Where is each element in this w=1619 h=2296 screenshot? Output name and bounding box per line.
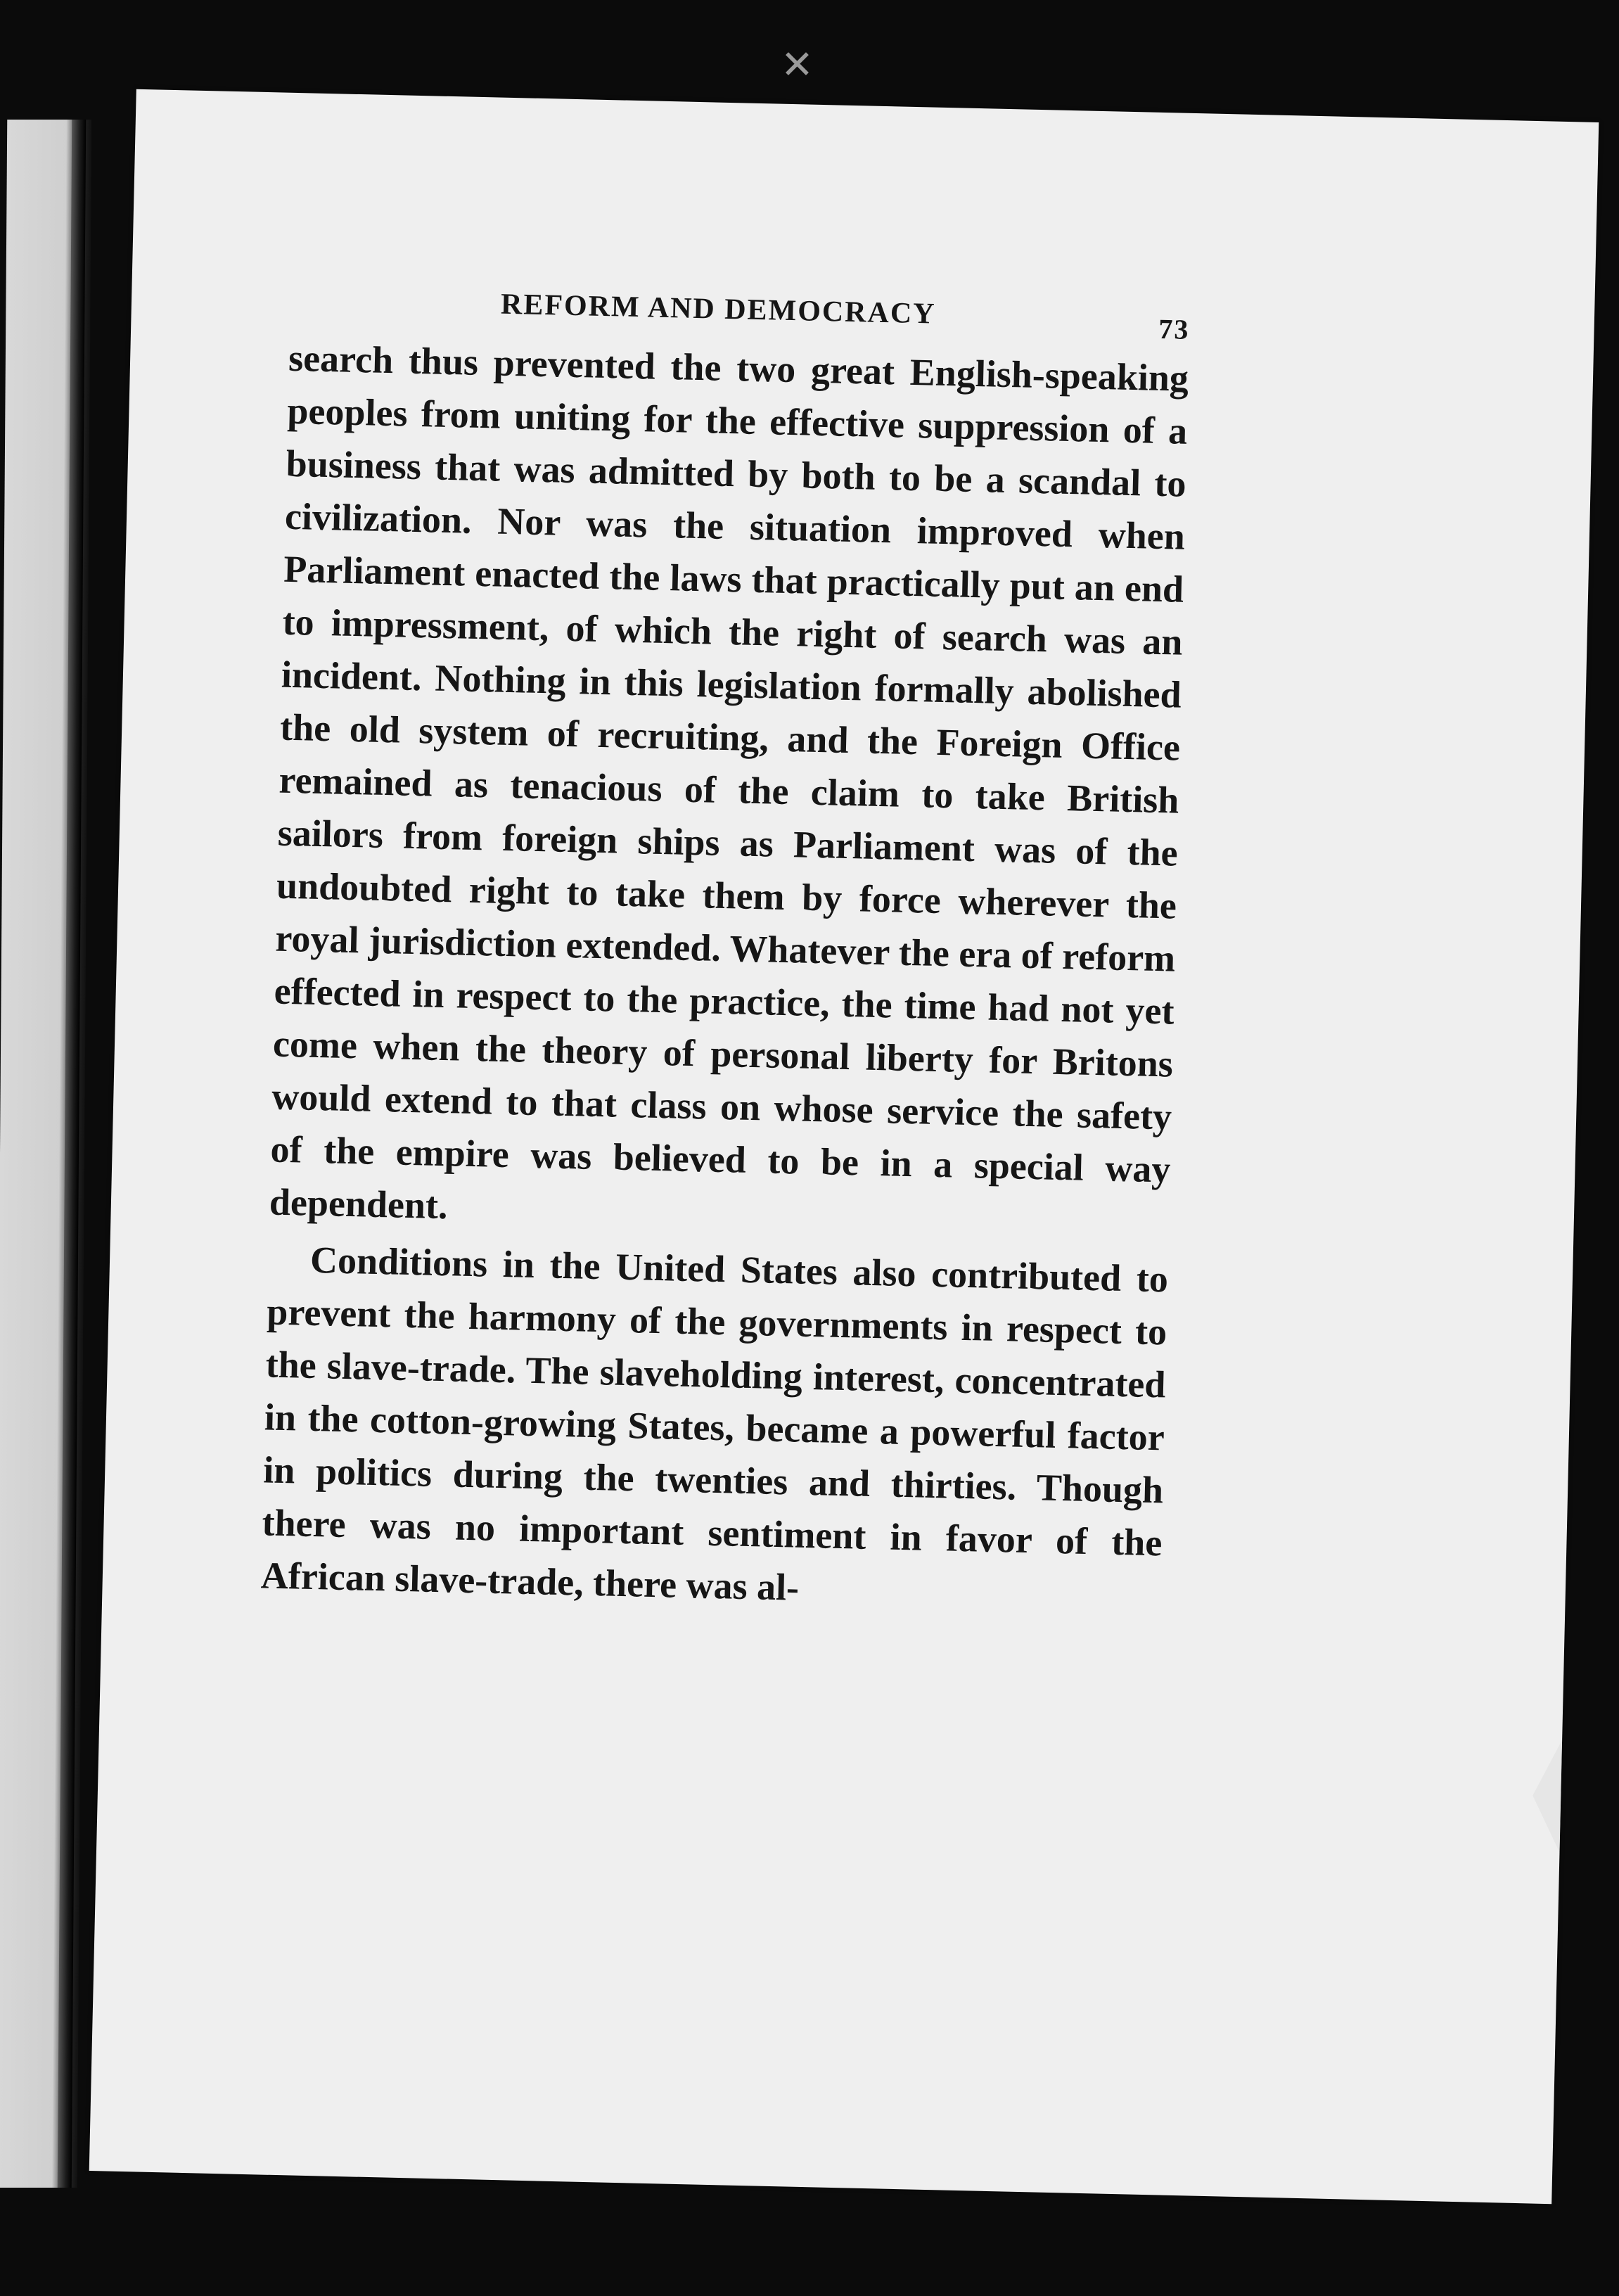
- book-spine-shadow: [58, 120, 87, 2188]
- paragraph-2: Conditions in the United States also contributed to prevent the harmony of the governments in respect to the slave-trade. The slaveholding interest, concentrated in the cotton-growing States, became a powerful factor in politics during the twenties and thirties. Though there was no important sentiment in favor of the African slave-trade, there was al-: [260, 1238, 1169, 1609]
- page-content: [260, 283, 1190, 1623]
- running-head-title: REFORM AND DEMOCRACY: [500, 288, 937, 331]
- paragraph-1: search thus prevented the two great English-speaking peoples from uniting for the effective suppression of a business that was admitted by both to be a scandal to civilization. Nor was the situation improved when Parliament enacted the laws that practically put an end to impressment, of which the right of search was an incident. Nothing in this legislation formally abolished the old system of recruiting, and the Foreign Office remained as tenacious of the claim to take British sailors from foreign ships as Parliament was of the undoubted right to take them by force wherever the royal jurisdiction extended. Whatever the era of reform effected in respect to the practice, the time had not yet come when the theory of personal liberty for Britons would extend to that class on whose service the safety of the empire was believed to be in a special way dependent.: [269, 336, 1189, 1227]
- book-page: [89, 89, 1599, 2204]
- facing-page-edge: [0, 120, 91, 2188]
- page-edge-notch: [1532, 1739, 1563, 1852]
- body-text: [260, 332, 1189, 1623]
- scan-artifact-mark: ✕: [781, 42, 814, 88]
- page-number: 73: [1158, 312, 1190, 345]
